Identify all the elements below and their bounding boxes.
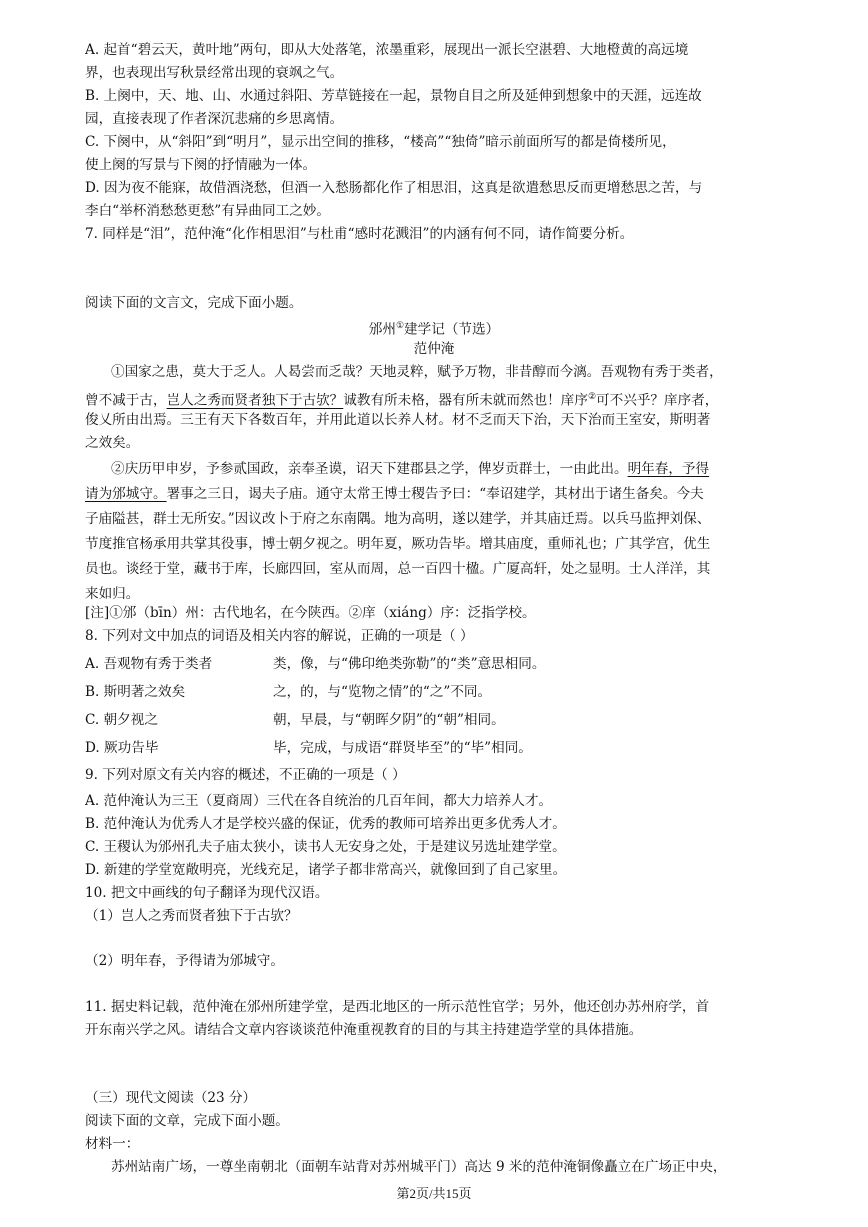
option-c-line2: 使上阕的写景与下阕的抒情融为一体。 — [85, 157, 317, 173]
q8-option-d: D. 厥功告毕 毕，完成，与成语“群贤毕至”的“毕”相同。 — [85, 740, 532, 756]
question-10-part-1: （1）岂人之秀而贤者独下于古欤？ — [85, 908, 298, 924]
option-c-line1: C. 下阕中，从“斜阳”到“明月”，显示出空间的推移，“楼高”“独倚”暗示前面所写的都是倚楼所见， — [85, 134, 676, 150]
paragraph-1-line4: 之效矣。 — [85, 435, 140, 451]
classical-reading-intro: 阅读下面的文言文，完成下面小题。 — [85, 295, 303, 311]
passage-author: 范仲淹 — [413, 341, 455, 357]
q9-option-c: C. 王稷认为邠州孔夫子庙太狭小，读书人无安身之处，于是建议另选址建学堂。 — [85, 839, 566, 855]
q9-option-a: A. 范仲淹认为三王（夏商周）三代在各自统治的几百年间，都大力培养人才。 — [85, 793, 553, 809]
question-9: 9. 下列对原文有关内容的概述，不正确的一项是（ ） — [85, 767, 406, 783]
underlined-sentence-1: 岂人之秀而贤者独下于古欤？ — [166, 392, 344, 409]
paragraph-2-line1: ②庆历甲申岁，予参贰国政，亲奉圣谟，诏天下建郡县之学，俾岁贡群士，一由此出。明年春，予得 — [111, 461, 710, 477]
paragraph-2-line2: 请为邠城守。署事之三日，谒夫子庙。通守太常王博士稷告予曰：“奉诏建学，其材出于诸生备矣。今夫 — [85, 486, 704, 502]
question-11-line2: 开东南兴学之风。请结合文章内容谈谈范仲淹重视教育的目的与其主持建造学堂的具体措施。 — [85, 1022, 643, 1038]
underlined-sentence-2a: 明年春，予得 — [627, 461, 710, 477]
q9-option-b: B. 范仲淹认为优秀人才是学校兴盛的保证，优秀的教师可培养出更多优秀人才。 — [85, 816, 566, 832]
section-3-heading: （三）现代文阅读（23 分） — [85, 1090, 257, 1106]
question-10-part-2: （2）明年春，予得请为邠城守。 — [85, 953, 284, 969]
paragraph-2-line6: 来如归。 — [85, 586, 140, 602]
annotation-note: [注]①邠（bīn）州：古代地名，在今陕西。②庠（xiáng）序：泛指学校。 — [85, 605, 536, 621]
q9-option-d: D. 新建的学堂宽敞明亮，光线充足，诸学子都非常高兴，就像回到了自己家里。 — [85, 862, 567, 878]
question-10: 10. 把文中画线的句子翻译为现代汉语。 — [85, 885, 329, 901]
paragraph-2-line4: 节度推官杨承用共掌其役事，博士朝夕视之。明年夏，厥功告毕。增其庙度，重师礼也；广其学宫，优生 — [85, 536, 711, 552]
option-b-line1: B. 上阕中，天、地、山、水通过斜阳、芳草链接在一起，景物自目之所及延伸到想象中的天涯，远连故 — [85, 88, 702, 104]
section-3-intro: 阅读下面的文章，完成下面小题。 — [85, 1113, 289, 1129]
paragraph-1-line2: 曾不减于古，岂人之秀而贤者独下于古欤？诚教有所未格，器有所未就而然也！庠序②可不兴乎？庠序者， — [85, 392, 719, 409]
paragraph-1-line1: ①国家之患，莫大于乏人。人曷尝而乏哉？天地灵粹，赋予万物，非昔醇而今漓。吾观物有秀于类者， — [111, 364, 723, 380]
paragraph-2-line5: 员也。谈经于堂，藏书于库，长廊四回，室从而周，总一百四十楹。广厦高轩，处之显明。士人洋洋，其 — [85, 561, 711, 577]
q8-option-c: C. 朝夕视之 朝，早晨，与“朝晖夕阴”的“朝”相同。 — [85, 712, 505, 728]
option-b-line2: 园，直接表现了作者深沉悲痛的乡思离情。 — [85, 111, 344, 127]
question-7: 7. 同样是“泪”，范仲淹“化作相思泪”与杜甫“感时花溅泪”的内涵有何不同，请作简要分析。 — [85, 226, 634, 242]
option-d-line1: D. 因为夜不能寐，故借酒浇愁，但酒一入愁肠都化作了相思泪，这真是欲遣愁思反而更增愁思之苦，与 — [85, 180, 703, 196]
q8-option-b: B. 斯明著之效矣 之，的，与“览物之情”的“之”不同。 — [85, 684, 492, 700]
q8-option-a: A. 吾观物有秀于类者 类，像，与“佛印绝类弥勒”的“类”意思相同。 — [85, 656, 546, 672]
underlined-sentence-2b: 请为邠城守。 — [85, 486, 167, 502]
paragraph-1-line3: 俊乂所由出焉。三王有天下各数百年，并用此道以长养人材。材不乏而天下治，天下治而王室安，斯明著 — [85, 412, 711, 428]
page-number-footer: 第2页/共15页 — [396, 1186, 472, 1201]
option-a-line2: 界，也表现出写秋景经常出现的衰飒之气。 — [85, 65, 344, 81]
option-a-line1: A. 起首“碧云天，黄叶地”两句，即从大处落笔，浓墨重彩，展现出一派长空湛碧、大地橙黄的高远境 — [85, 42, 689, 58]
passage-title: 邠州①建学记（节选） — [368, 321, 500, 338]
question-8: 8. 下列对文中加点的词语及相关内容的解说，正确的一项是（ ） — [85, 628, 474, 644]
question-11-line1: 11. 据史料记载，范仲淹在邠州所建学堂，是西北地区的一所示范性官学；另外，他还创办苏州府学，首 — [85, 999, 710, 1015]
paragraph-2-line3: 子庙隘甚，群士无所安。”因议改卜于府之东南隅。地为高明，遂以建学，并其庙迁焉。以兵马监押刘保、 — [85, 511, 711, 527]
option-d-line2: 李白“举杯消愁愁更愁”有异曲同工之妙。 — [85, 203, 330, 219]
material-1-label: 材料一： — [85, 1136, 140, 1152]
material-1-paragraph: 苏州站南广场，一尊坐南朝北（面朝车站背对苏州城平门）高达 9 米的范仲淹铜像矗立在广场正中央， — [111, 1159, 727, 1175]
